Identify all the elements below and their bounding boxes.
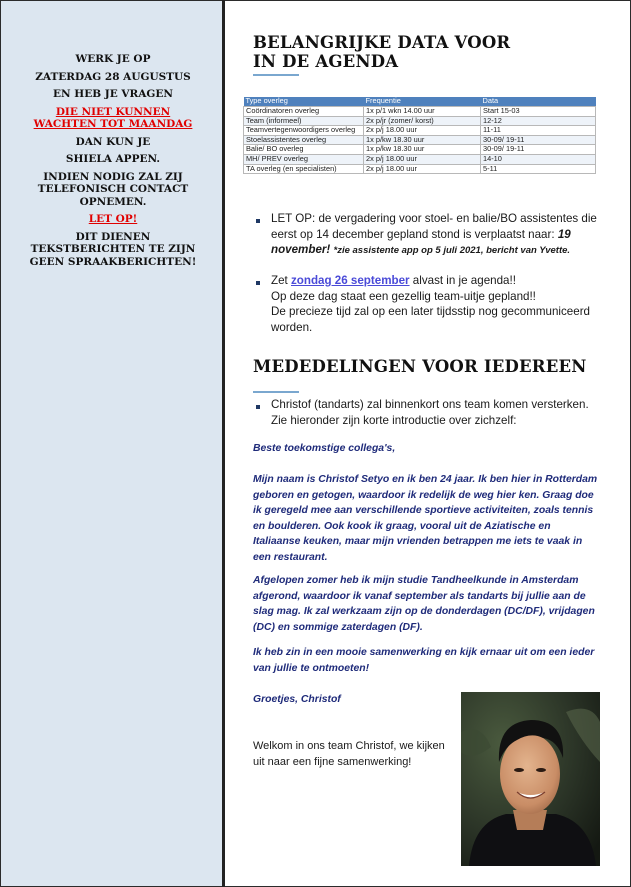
title-underline	[253, 391, 299, 393]
table-cell: 5-11	[481, 164, 596, 174]
outing-line3: De precieze tijd zal op een later tijdsstip nog gecommuniceerd worden.	[271, 305, 590, 334]
outing-line2: Op deze dag staat een gezellig team-uitje gepland!!	[271, 289, 536, 303]
reschedule-date: 19 november!	[271, 227, 571, 256]
column-divider	[222, 0, 225, 887]
table-cell: Coördinatoren overleg	[244, 107, 364, 117]
table-row	[244, 154, 596, 164]
sidebar-line: DAN KUN JE	[75, 135, 151, 148]
table-row	[244, 107, 596, 117]
outing-date-link[interactable]: zondag 26 september	[291, 274, 410, 287]
agenda-title-line1: BELANGRIJKE DATA VOOR	[253, 33, 511, 52]
agenda-title	[253, 33, 510, 71]
title-underline	[253, 74, 299, 76]
table-cell: Team (informeel)	[244, 116, 364, 126]
table-cell: 2x p/j 18.00 uur	[364, 126, 481, 136]
table-cell: 11-11	[481, 126, 596, 136]
table-cell: Balie/ BO overleg	[244, 145, 364, 155]
bullet-team-outing	[271, 273, 596, 335]
bullet-new-dentist: Christof (tandarts) zal binnenkort ons team komen versterken. Zie hieronder zijn korte introductie over zichzelf:	[271, 398, 589, 427]
table-cell: 1x p/kw 18.30 uur	[364, 145, 481, 155]
portrait-photo	[461, 692, 600, 866]
sidebar-line: DIT DIENEN TEKSTBERICHTEN TE ZIJN GEEN SPRAAKBERICHTEN!	[29, 230, 197, 268]
table-cell: Start 15-03	[481, 107, 596, 117]
portrait-photo-image	[461, 692, 600, 866]
table-cell: 30-09/ 19-11	[481, 145, 596, 155]
table-cell: 2x p/jr (zomer/ korst)	[364, 116, 481, 126]
table-row	[244, 164, 596, 174]
table-header-date: Data	[481, 97, 596, 107]
sidebar	[1, 1, 222, 886]
sidebar-line: WERK JE OP	[75, 53, 151, 65]
table-cell: 2x p/j 18.00 uur	[364, 164, 481, 174]
bullet-reschedule	[271, 211, 601, 259]
reschedule-note: *zie assistente app op 5 juli 2021, bericht van Yvette.	[333, 245, 571, 256]
table-cell: TA overleg (en specialisten)	[244, 164, 364, 174]
outing-prefix: Zet	[271, 274, 288, 287]
table-cell: MH/ PREV overleg	[244, 154, 364, 164]
table-cell: Stoelassistentes overleg	[244, 135, 364, 145]
table-cell: 14-10	[481, 154, 596, 164]
sidebar-let-op: LET OP!	[88, 213, 138, 225]
table-cell: 1x p/kw 18.30 uur	[364, 135, 481, 145]
table-row	[244, 126, 596, 136]
table-header-type: Type overleg	[244, 97, 364, 107]
bullet-icon	[256, 405, 260, 409]
table-header-frequency: Frequentie	[364, 97, 481, 107]
sidebar-line: EN HEB JE VRAGEN	[53, 88, 173, 100]
letter-paragraph: Afgelopen zomer heb ik mijn studie Tandheelkunde in Amsterdam afgerond, waardoor ik vanaf september als tandarts bij jullie aan de slag mag. Ik zal werkzaam zijn op de donderdagen (DC/DF), vrijdagen (DC) en sommige zaterdagen (DF).	[253, 575, 595, 633]
sidebar-line: ZATERDAG 28 AUGUSTUS	[35, 70, 191, 83]
table-cell: 2x p/j 18.00 uur	[364, 154, 481, 164]
agenda-title-line2: IN DE AGENDA	[253, 52, 399, 71]
sidebar-line: INDIEN NODIG ZAL ZIJ TELEFONISCH CONTACT OPNEMEN.	[37, 170, 189, 208]
sidebar-notice	[11, 53, 215, 273]
welcome-message: Welkom in ons team Christof, we kijken uit naar een fijne samenwerking!	[253, 740, 445, 768]
table-cell: 1x p/1 wkn 14.00 uur	[364, 107, 481, 117]
letter-paragraph: Mijn naam is Christof Setyo en ik ben 24 jaar. Ik ben hier in Rotterdam geboren en getogen, waardoor ik redelijk de weg hier ken. Graag doe ik geregeld mee aan verschillende sportieve activiteiten, zoals tennis en boulderen. Ook kook ik graag, vooral uit de Aziatische en Italiaanse keuken, maar mijn vrienden betrappen me iets te vaak in een restaurant.	[253, 474, 598, 563]
table-cell: 12-12	[481, 116, 596, 126]
agenda-table	[243, 97, 596, 174]
letter-signoff: Groetjes, Christof	[253, 694, 341, 705]
bullet-icon	[256, 281, 260, 285]
letter-paragraph: Ik heb zin in een mooie samenwerking en kijk ernaar uit om een ieder van jullie te ontmoeten!	[253, 647, 595, 674]
outing-suffix: alvast in je agenda!!	[412, 274, 516, 287]
sidebar-line: SHIELA APPEN.	[65, 153, 161, 165]
mededelingen-title: MEDEDELINGEN VOOR IEDEREEN	[253, 357, 587, 376]
bullet-icon	[256, 219, 260, 223]
table-cell: Teamvertegenwoordigers overleg	[244, 126, 364, 136]
table-cell: 30-09/ 19-11	[481, 135, 596, 145]
reschedule-text: LET OP: de vergadering voor stoel- en balie/BO assistentes die eerst op 14 december gepland stond is verplaatst naar:	[271, 212, 597, 241]
sidebar-warning: DIE NIET KUNNEN WACHTEN TOT MAANDAG	[33, 105, 193, 130]
letter-greeting: Beste toekomstige collega's,	[253, 443, 396, 454]
